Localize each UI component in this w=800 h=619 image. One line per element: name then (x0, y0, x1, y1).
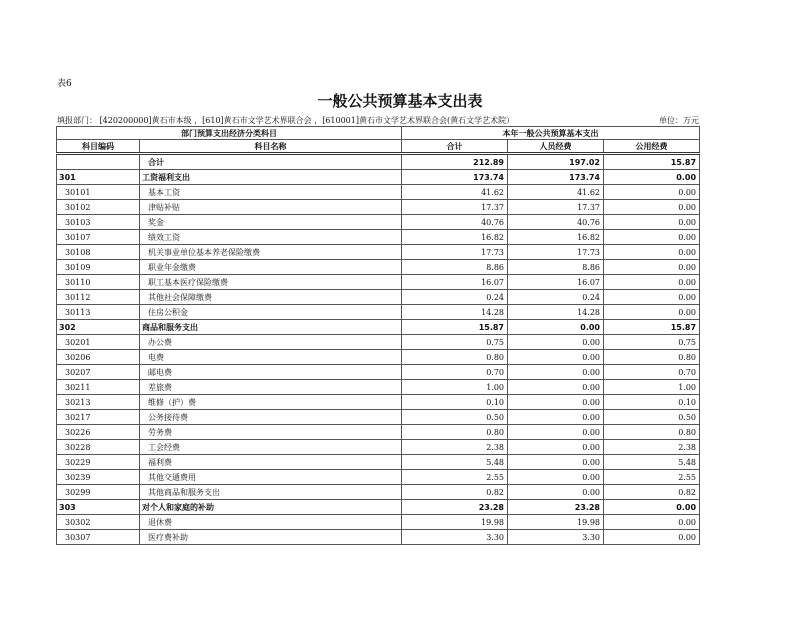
currency-unit: 单位：万元 (659, 116, 699, 125)
code-cell: 30307 (57, 530, 140, 545)
column-header-total: 合计 (402, 140, 508, 154)
code-cell: 30211 (57, 380, 140, 395)
code-cell: 30299 (57, 485, 140, 500)
total-cell: 17.37 (402, 200, 508, 215)
name-cell: 退休费 (140, 515, 402, 530)
table-row (57, 515, 700, 530)
total-cell: 2.55 (402, 470, 508, 485)
public-cell: 0.00 (604, 245, 700, 260)
table-row (57, 350, 700, 365)
table-row (57, 425, 700, 440)
table-row (57, 410, 700, 425)
name-cell: 差旅费 (140, 380, 402, 395)
code-cell: 301 (57, 170, 140, 185)
total-cell: 0.80 (402, 350, 508, 365)
name-cell: 奖金 (140, 215, 402, 230)
code-cell: 30213 (57, 395, 140, 410)
table-row (57, 485, 700, 500)
personnel-cell: 23.28 (508, 500, 604, 515)
public-cell: 0.00 (604, 260, 700, 275)
public-cell: 2.55 (604, 470, 700, 485)
budget-table (56, 126, 700, 545)
code-cell: 303 (57, 500, 140, 515)
public-cell: 0.00 (604, 170, 700, 185)
table-row (57, 455, 700, 470)
total-cell: 16.07 (402, 275, 508, 290)
public-cell: 0.00 (604, 530, 700, 545)
public-cell: 0.00 (604, 500, 700, 515)
code-cell: 30207 (57, 365, 140, 380)
personnel-cell: 0.00 (508, 380, 604, 395)
table-row (57, 335, 700, 350)
personnel-cell: 0.00 (508, 440, 604, 455)
code-cell: 302 (57, 320, 140, 335)
table-row (57, 470, 700, 485)
table-row (57, 230, 700, 245)
public-cell: 0.00 (604, 230, 700, 245)
name-cell: 维修（护）费 (140, 395, 402, 410)
category-row (57, 320, 700, 335)
personnel-cell: 0.00 (508, 335, 604, 350)
personnel-cell: 0.00 (508, 485, 604, 500)
column-header-row (57, 140, 700, 154)
public-cell: 0.00 (604, 305, 700, 320)
table-row (57, 185, 700, 200)
total-cell: 0.70 (402, 365, 508, 380)
category-row (57, 500, 700, 515)
public-cell: 1.00 (604, 380, 700, 395)
total-cell: 0.24 (402, 290, 508, 305)
name-cell: 其他商品和服务支出 (140, 485, 402, 500)
personnel-cell: 197.02 (508, 154, 604, 170)
code-cell: 30108 (57, 245, 140, 260)
total-cell: 14.28 (402, 305, 508, 320)
code-cell: 30228 (57, 440, 140, 455)
table-row (57, 380, 700, 395)
report-header-line (57, 115, 699, 126)
page-title: 一般公共预算基本支出表 (317, 92, 483, 110)
personnel-cell: 8.86 (508, 260, 604, 275)
total-cell: 15.87 (402, 320, 508, 335)
personnel-cell: 0.00 (508, 410, 604, 425)
total-cell: 17.73 (402, 245, 508, 260)
name-cell: 电费 (140, 350, 402, 365)
name-cell: 其他社会保障缴费 (140, 290, 402, 305)
code-cell: 30110 (57, 275, 140, 290)
total-cell: 0.50 (402, 410, 508, 425)
code-cell: 30302 (57, 515, 140, 530)
public-cell: 0.00 (604, 290, 700, 305)
table-row (57, 305, 700, 320)
public-cell: 0.00 (604, 275, 700, 290)
code-cell: 30229 (57, 455, 140, 470)
public-cell: 5.48 (604, 455, 700, 470)
code-cell: 30107 (57, 230, 140, 245)
total-cell: 1.00 (402, 380, 508, 395)
column-header-code: 科目编码 (57, 140, 140, 154)
column-header-personnel: 人员经费 (508, 140, 604, 154)
public-cell: 0.00 (604, 215, 700, 230)
public-cell: 0.80 (604, 425, 700, 440)
table-row (57, 365, 700, 380)
public-cell: 0.70 (604, 365, 700, 380)
public-cell: 15.87 (604, 154, 700, 170)
name-cell: 住房公积金 (140, 305, 402, 320)
table-row (57, 245, 700, 260)
name-cell: 医疗费补助 (140, 530, 402, 545)
personnel-cell: 0.00 (508, 425, 604, 440)
public-cell: 0.50 (604, 410, 700, 425)
total-cell: 5.48 (402, 455, 508, 470)
personnel-cell: 0.24 (508, 290, 604, 305)
code-cell: 30102 (57, 200, 140, 215)
table-row (57, 290, 700, 305)
name-cell: 职业年金缴费 (140, 260, 402, 275)
name-cell: 办公费 (140, 335, 402, 350)
total-cell: 41.62 (402, 185, 508, 200)
table-row (57, 440, 700, 455)
personnel-cell: 16.07 (508, 275, 604, 290)
public-cell: 0.00 (604, 515, 700, 530)
total-cell: 0.80 (402, 425, 508, 440)
table-row (57, 200, 700, 215)
personnel-cell: 3.30 (508, 530, 604, 545)
name-cell: 机关事业单位基本养老保险缴费 (140, 245, 402, 260)
total-cell: 0.75 (402, 335, 508, 350)
group-header-row (57, 127, 700, 140)
code-cell: 30226 (57, 425, 140, 440)
total-cell: 212.89 (402, 154, 508, 170)
total-cell: 23.28 (402, 500, 508, 515)
group-header-basic-expenditure: 本年一般公共预算基本支出 (402, 127, 700, 140)
code-cell: 30103 (57, 215, 140, 230)
personnel-cell: 14.28 (508, 305, 604, 320)
name-cell: 绩效工资 (140, 230, 402, 245)
public-cell: 15.87 (604, 320, 700, 335)
category-row (57, 170, 700, 185)
table-row (57, 395, 700, 410)
total-cell: 173.74 (402, 170, 508, 185)
public-cell: 0.82 (604, 485, 700, 500)
total-cell: 40.76 (402, 215, 508, 230)
name-cell: 合计 (140, 154, 402, 170)
personnel-cell: 19.98 (508, 515, 604, 530)
public-cell: 2.38 (604, 440, 700, 455)
code-cell: 30113 (57, 305, 140, 320)
table-row (57, 275, 700, 290)
total-cell: 8.86 (402, 260, 508, 275)
name-cell: 津贴补贴 (140, 200, 402, 215)
public-cell: 0.75 (604, 335, 700, 350)
total-cell: 16.82 (402, 230, 508, 245)
name-cell: 对个人和家庭的补助 (140, 500, 402, 515)
name-cell: 工资福利支出 (140, 170, 402, 185)
total-row (57, 154, 700, 170)
personnel-cell: 17.37 (508, 200, 604, 215)
public-cell: 0.10 (604, 395, 700, 410)
group-header-economic-class: 部门预算支出经济分类科目 (57, 127, 402, 140)
name-cell: 基本工资 (140, 185, 402, 200)
code-cell: 30217 (57, 410, 140, 425)
total-cell: 3.30 (402, 530, 508, 545)
code-cell (57, 154, 140, 170)
personnel-cell: 17.73 (508, 245, 604, 260)
name-cell: 劳务费 (140, 425, 402, 440)
name-cell: 职工基本医疗保险缴费 (140, 275, 402, 290)
name-cell: 商品和服务支出 (140, 320, 402, 335)
name-cell: 工会经费 (140, 440, 402, 455)
total-cell: 0.10 (402, 395, 508, 410)
column-header-public: 公用经费 (604, 140, 700, 154)
code-cell: 30239 (57, 470, 140, 485)
personnel-cell: 0.00 (508, 365, 604, 380)
personnel-cell: 0.00 (508, 455, 604, 470)
public-cell: 0.80 (604, 350, 700, 365)
table-row (57, 215, 700, 230)
filing-department: 填报部门： [420200000]黄石市本级 ，[610]黄石市文学艺术界联合会 ，[610001]黄石市文学艺术界联合会(黄石文学艺术院） (57, 116, 515, 125)
code-cell: 30201 (57, 335, 140, 350)
personnel-cell: 0.00 (508, 320, 604, 335)
total-cell: 0.82 (402, 485, 508, 500)
public-cell: 0.00 (604, 185, 700, 200)
personnel-cell: 41.62 (508, 185, 604, 200)
public-cell: 0.00 (604, 200, 700, 215)
personnel-cell: 173.74 (508, 170, 604, 185)
name-cell: 福利费 (140, 455, 402, 470)
total-cell: 19.98 (402, 515, 508, 530)
personnel-cell: 16.82 (508, 230, 604, 245)
name-cell: 邮电费 (140, 365, 402, 380)
code-cell: 30109 (57, 260, 140, 275)
name-cell: 其他交通费用 (140, 470, 402, 485)
code-cell: 30112 (57, 290, 140, 305)
total-cell: 2.38 (402, 440, 508, 455)
name-cell: 公务接待费 (140, 410, 402, 425)
column-header-name: 科目名称 (140, 140, 402, 154)
code-cell: 30101 (57, 185, 140, 200)
code-cell: 30206 (57, 350, 140, 365)
table-row (57, 530, 700, 545)
personnel-cell: 0.00 (508, 470, 604, 485)
table-number: 表6 (57, 79, 72, 89)
table-row (57, 260, 700, 275)
personnel-cell: 0.00 (508, 395, 604, 410)
personnel-cell: 40.76 (508, 215, 604, 230)
personnel-cell: 0.00 (508, 350, 604, 365)
